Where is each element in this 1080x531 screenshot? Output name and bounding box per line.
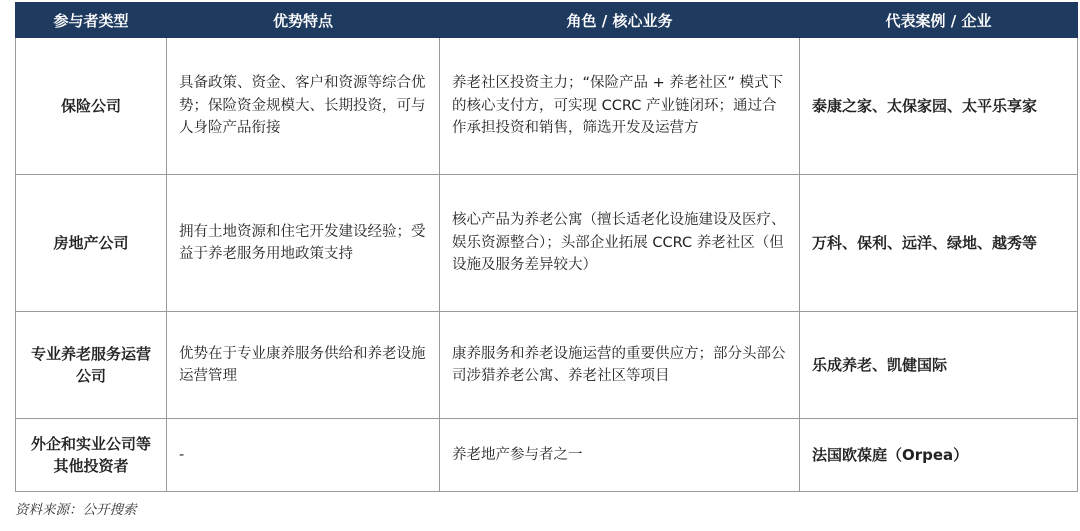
role-cell: 康养服务和养老设施运营的重要供应方；部分头部公司涉猎养老公寓、养老社区等项目 — [440, 312, 800, 419]
header-role: 角色 / 核心业务 — [440, 3, 800, 38]
advantage-cell: - — [167, 419, 440, 492]
header-advantage: 优势特点 — [167, 3, 440, 38]
table-row — [16, 419, 1078, 492]
source-note: 资料来源：公开搜索 — [15, 502, 137, 518]
type-cell: 外企和实业公司等其他投资者 — [16, 419, 167, 492]
type-cell: 保险公司 — [16, 38, 167, 175]
type-cell: 房地产公司 — [16, 175, 167, 312]
advantage-cell: 拥有土地资源和住宅开发建设经验；受益于养老服务用地政策支持 — [167, 175, 440, 312]
header-cases: 代表案例 / 企业 — [800, 3, 1078, 38]
cases-cell: 乐成养老、凯健国际 — [800, 312, 1078, 419]
role-cell: 养老地产参与者之一 — [440, 419, 800, 492]
role-cell: 养老社区投资主力；“保险产品 + 养老社区” 模式下的核心支付方，可实现 CCRC 产业链闭环；通过合作承担投资和销售，筛选开发及运营方 — [440, 38, 800, 175]
cases-cell: 法国欧葆庭（Orpea） — [800, 419, 1078, 492]
advantage-cell: 具备政策、资金、客户和资源等综合优势；保险资金规模大、长期投资，可与人身险产品衔接 — [167, 38, 440, 175]
advantage-cell: 优势在于专业康养服务供给和养老设施运营管理 — [167, 312, 440, 419]
table-row — [16, 312, 1078, 419]
type-cell: 专业养老服务运营公司 — [16, 312, 167, 419]
header-type: 参与者类型 — [16, 3, 167, 38]
role-cell: 核心产品为养老公寓（擅长适老化设施建设及医疗、娱乐资源整合）；头部企业拓展 CCRC 养老社区（但设施及服务差异较大） — [440, 175, 800, 312]
cases-cell: 万科、保利、远洋、绿地、越秀等 — [800, 175, 1078, 312]
header-row — [16, 3, 1078, 38]
participants-table — [15, 2, 1078, 492]
table-row — [16, 175, 1078, 312]
table-row — [16, 38, 1078, 175]
cases-cell: 泰康之家、太保家园、太平乐享家 — [800, 38, 1078, 175]
